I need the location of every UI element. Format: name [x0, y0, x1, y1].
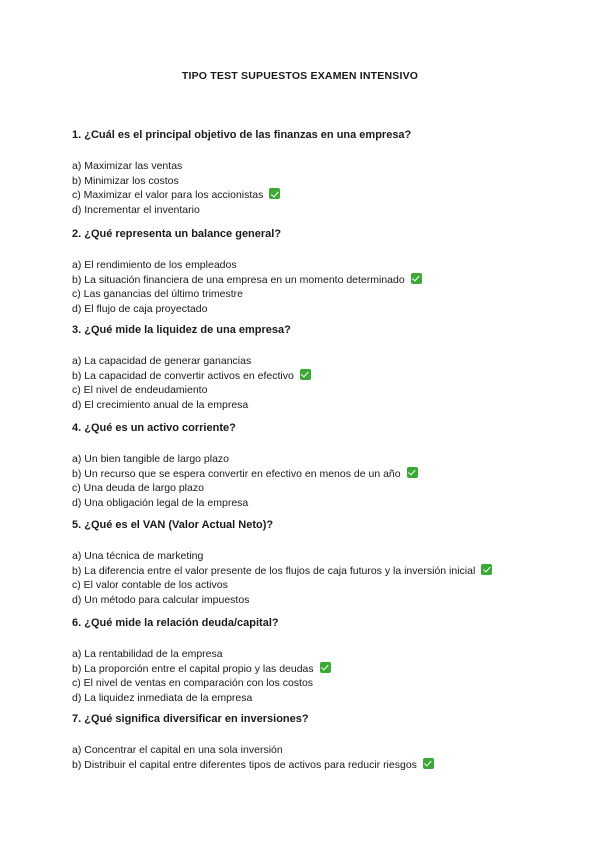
option-text: d) Incrementar el inventario: [72, 204, 200, 217]
answer-option-a: [72, 647, 542, 662]
question-5: [72, 518, 542, 608]
option-text: c) El valor contable de los activos: [72, 579, 228, 592]
answer-option-c: [72, 287, 542, 302]
answer-option-b: [72, 369, 542, 384]
option-text: a) La capacidad de generar ganancias: [72, 355, 252, 367]
check-mark-icon: [411, 273, 422, 284]
answer-option-b: [72, 662, 542, 677]
check-mark-icon: [481, 564, 492, 575]
option-text: c) Maximizar el valor para los accionistas: [72, 189, 264, 202]
answer-option-a: [72, 258, 542, 273]
answer-option-a: [72, 452, 542, 467]
answer-option-c: [72, 188, 542, 203]
check-mark-icon: [407, 467, 418, 478]
check-mark-icon: [320, 662, 331, 673]
question-6: [72, 616, 542, 706]
option-text: b) La capacidad de convertir activos en efectivo: [72, 369, 294, 382]
question-title: 6. ¿Qué mide la relación deuda/capital?: [72, 617, 279, 629]
question-title: 1. ¿Cuál es el principal objetivo de las finanzas en una empresa?: [72, 129, 412, 141]
option-text: b) Distribuir el capital entre diferentes tipos de activos para reducir riesgos: [72, 758, 417, 771]
answer-option-b: [72, 273, 542, 288]
option-text: c) Una deuda de largo plazo: [72, 482, 204, 495]
answer-option-b: [72, 564, 542, 579]
check-mark-icon: [269, 188, 280, 199]
option-text: a) Concentrar el capital en una sola inversión: [72, 744, 283, 756]
answer-option-d: [72, 302, 542, 317]
answer-option-a: [72, 549, 542, 564]
question-7: [72, 712, 542, 772]
option-text: d) El flujo de caja proyectado: [72, 303, 208, 316]
check-mark-icon: [300, 369, 311, 380]
answer-option-d: [72, 691, 542, 706]
question-1: [72, 128, 542, 218]
question-2: [72, 227, 542, 317]
question-3: [72, 323, 542, 413]
answer-option-a: [72, 354, 542, 369]
question-title: 4. ¿Qué es un activo corriente?: [72, 422, 236, 434]
question-4: [72, 421, 542, 511]
option-text: c) El nivel de ventas en comparación con los costos: [72, 677, 314, 690]
option-text: d) La liquidez inmediata de la empresa: [72, 692, 253, 705]
question-title: 3. ¿Qué mide la liquidez de una empresa?: [72, 324, 291, 336]
question-title: 5. ¿Qué es el VAN (Valor Actual Neto)?: [72, 519, 274, 531]
option-text: b) La diferencia entre el valor presente de los flujos de caja futuros y la inversión inicial: [72, 564, 476, 577]
option-text: c) Las ganancias del último trimestre: [72, 288, 243, 301]
answer-option-a: [72, 159, 542, 174]
answer-option-d: [72, 203, 542, 218]
answer-option-d: [72, 496, 542, 511]
question-title: 7. ¿Qué significa diversificar en inversiones?: [72, 713, 309, 725]
option-text: a) La rentabilidad de la empresa: [72, 648, 223, 660]
option-text: d) Una obligación legal de la empresa: [72, 497, 249, 510]
option-text: d) Un método para calcular impuestos: [72, 594, 250, 607]
option-text: a) Maximizar las ventas: [72, 160, 183, 172]
option-text: b) Minimizar los costos: [72, 174, 179, 187]
answer-option-b: [72, 758, 542, 773]
option-text: a) Una técnica de marketing: [72, 550, 204, 562]
answer-option-c: [72, 676, 542, 691]
answer-option-d: [72, 398, 542, 413]
option-text: a) El rendimiento de los empleados: [72, 259, 237, 271]
option-text: b) Un recurso que se espera convertir en efectivo en menos de un año: [72, 467, 401, 480]
document-title: TIPO TEST SUPUESTOS EXAMEN INTENSIVO: [181, 70, 419, 82]
answer-option-c: [72, 383, 542, 398]
answer-option-a: [72, 743, 542, 758]
answer-option-b: [72, 174, 542, 189]
answer-option-b: [72, 467, 542, 482]
answer-option-c: [72, 481, 542, 496]
option-text: a) Un bien tangible de largo plazo: [72, 453, 230, 465]
answer-option-c: [72, 578, 542, 593]
option-text: c) El nivel de endeudamiento: [72, 384, 208, 397]
option-text: d) El crecimiento anual de la empresa: [72, 399, 249, 412]
question-title: 2. ¿Qué representa un balance general?: [72, 228, 282, 240]
answer-option-d: [72, 593, 542, 608]
option-text: b) La proporción entre el capital propio y las deudas: [72, 662, 314, 675]
check-mark-icon: [423, 758, 434, 769]
option-text: b) La situación financiera de una empresa en un momento determinado: [72, 273, 405, 286]
